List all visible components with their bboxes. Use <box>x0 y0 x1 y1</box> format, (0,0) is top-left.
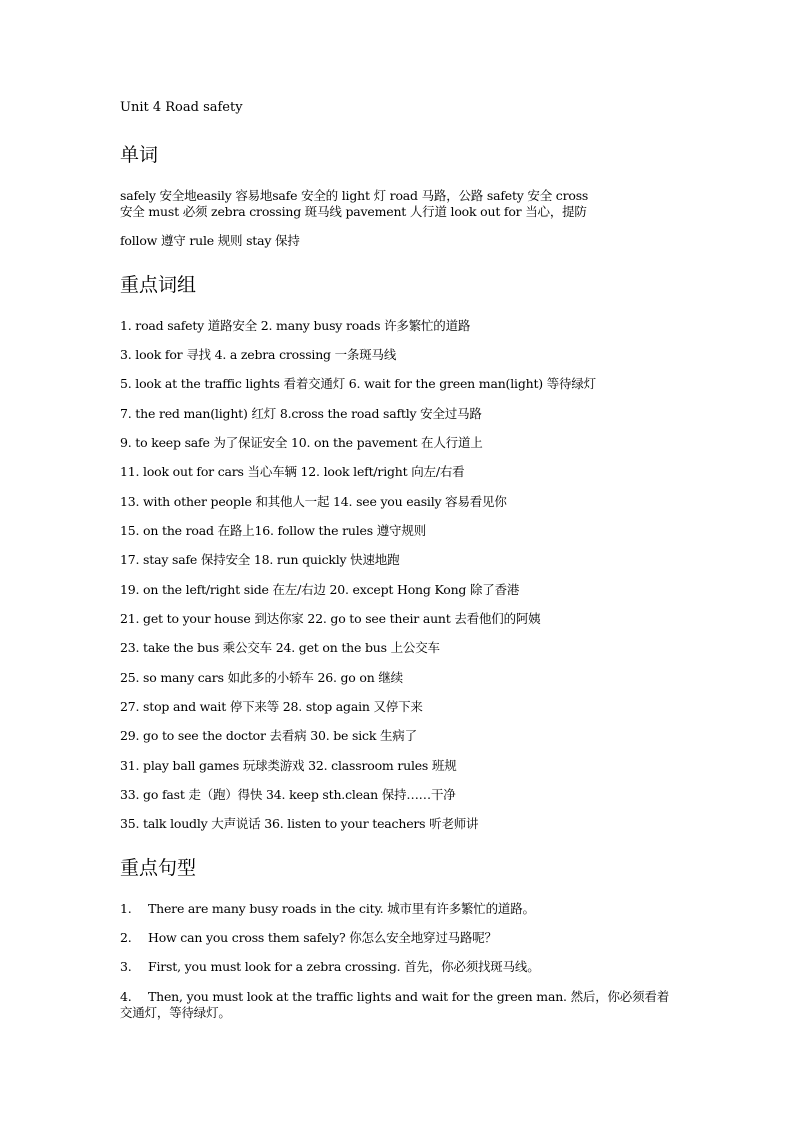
vocab-line: 安全 must 必须 zebra crossing 斑马线 pavement 人行道 look out for 当心，提防 <box>120 204 587 219</box>
phrase-line: 13. with other people 和其他人一起 14. see you easily 容易看见你 <box>120 494 507 509</box>
phrase-line: 19. on the left/right side 在左/右边 20. except Hong Kong 除了香港 <box>120 582 520 597</box>
phrase-line: 11. look out for cars 当心车辆 12. look left/right 向左/右看 <box>120 464 465 479</box>
sentence-item <box>120 930 680 946</box>
phrases-heading: 重点词组 <box>120 274 197 296</box>
phrase-line: 33. go fast 走（跑）得快 34. keep sth.clean 保持……干净 <box>120 787 456 802</box>
sentence-text: Then, you must look at the traffic lights and wait for the green man. 然后，你必须看着交通灯，等待绿灯。 <box>120 989 670 1020</box>
sentences-heading: 重点句型 <box>120 857 197 879</box>
phrase-line: 27. stop and wait 停下来等 28. stop again 又停下来 <box>120 699 423 714</box>
phrase-line: 5. look at the traffic lights 看着交通灯 6. wait for the green man(light) 等待绿灯 <box>120 376 596 391</box>
phrase-line: 9. to keep safe 为了保证安全 10. on the pavement 在人行道上 <box>120 435 483 450</box>
phrase-line: 21. get to your house 到达你家 22. go to see their aunt 去看他们的阿姨 <box>120 611 541 626</box>
phrase-line: 1. road safety 道路安全 2. many busy roads 许多繁忙的道路 <box>120 318 471 333</box>
sentence-text: First, you must look for a zebra crossing. 首先，你必须找斑马线。 <box>148 959 540 974</box>
phrase-line: 31. play ball games 玩球类游戏 32. classroom rules 班规 <box>120 758 457 773</box>
sentence-text: How can you cross them safely? 你怎么安全地穿过马路呢？ <box>148 930 497 945</box>
phrase-line: 35. talk loudly 大声说话 36. listen to your teachers 听老师讲 <box>120 816 479 831</box>
vocab-line: follow 遵守 rule 规则 stay 保持 <box>120 233 300 248</box>
sentence-item <box>120 901 680 917</box>
phrase-line: 7. the red man(light) 红灯 8.cross the road saftly 安全过马路 <box>120 406 482 421</box>
sentence-item <box>120 959 680 975</box>
vocab-line: safely 安全地easily 容易地safe 安全的 light 灯 road 马路，公路 safety 安全 cross <box>120 188 589 203</box>
phrase-line: 29. go to see the doctor 去看病 30. be sick 生病了 <box>120 728 417 743</box>
sentence-number: 2. <box>120 930 132 945</box>
sentence-number: 3. <box>120 959 132 974</box>
phrase-line: 3. look for 寻找 4. a zebra crossing 一条斑马线 <box>120 347 397 362</box>
sentence-item <box>120 989 680 1021</box>
sentence-number: 1. <box>120 901 132 916</box>
phrase-line: 17. stay safe 保持安全 18. run quickly 快速地跑 <box>120 552 400 567</box>
phrase-line: 25. so many cars 如此多的小轿车 26. go on 继续 <box>120 670 403 685</box>
vocab-heading: 单词 <box>120 144 159 166</box>
sentence-text: There are many busy roads in the city. 城市里有许多繁忙的道路。 <box>148 901 535 916</box>
document-title: Unit 4 Road safety <box>120 100 243 115</box>
sentence-number: 4. <box>120 989 132 1004</box>
phrase-line: 23. take the bus 乘公交车 24. get on the bus 上公交车 <box>120 640 440 655</box>
phrase-line: 15. on the road 在路上16. follow the rules 遵守规则 <box>120 523 426 538</box>
